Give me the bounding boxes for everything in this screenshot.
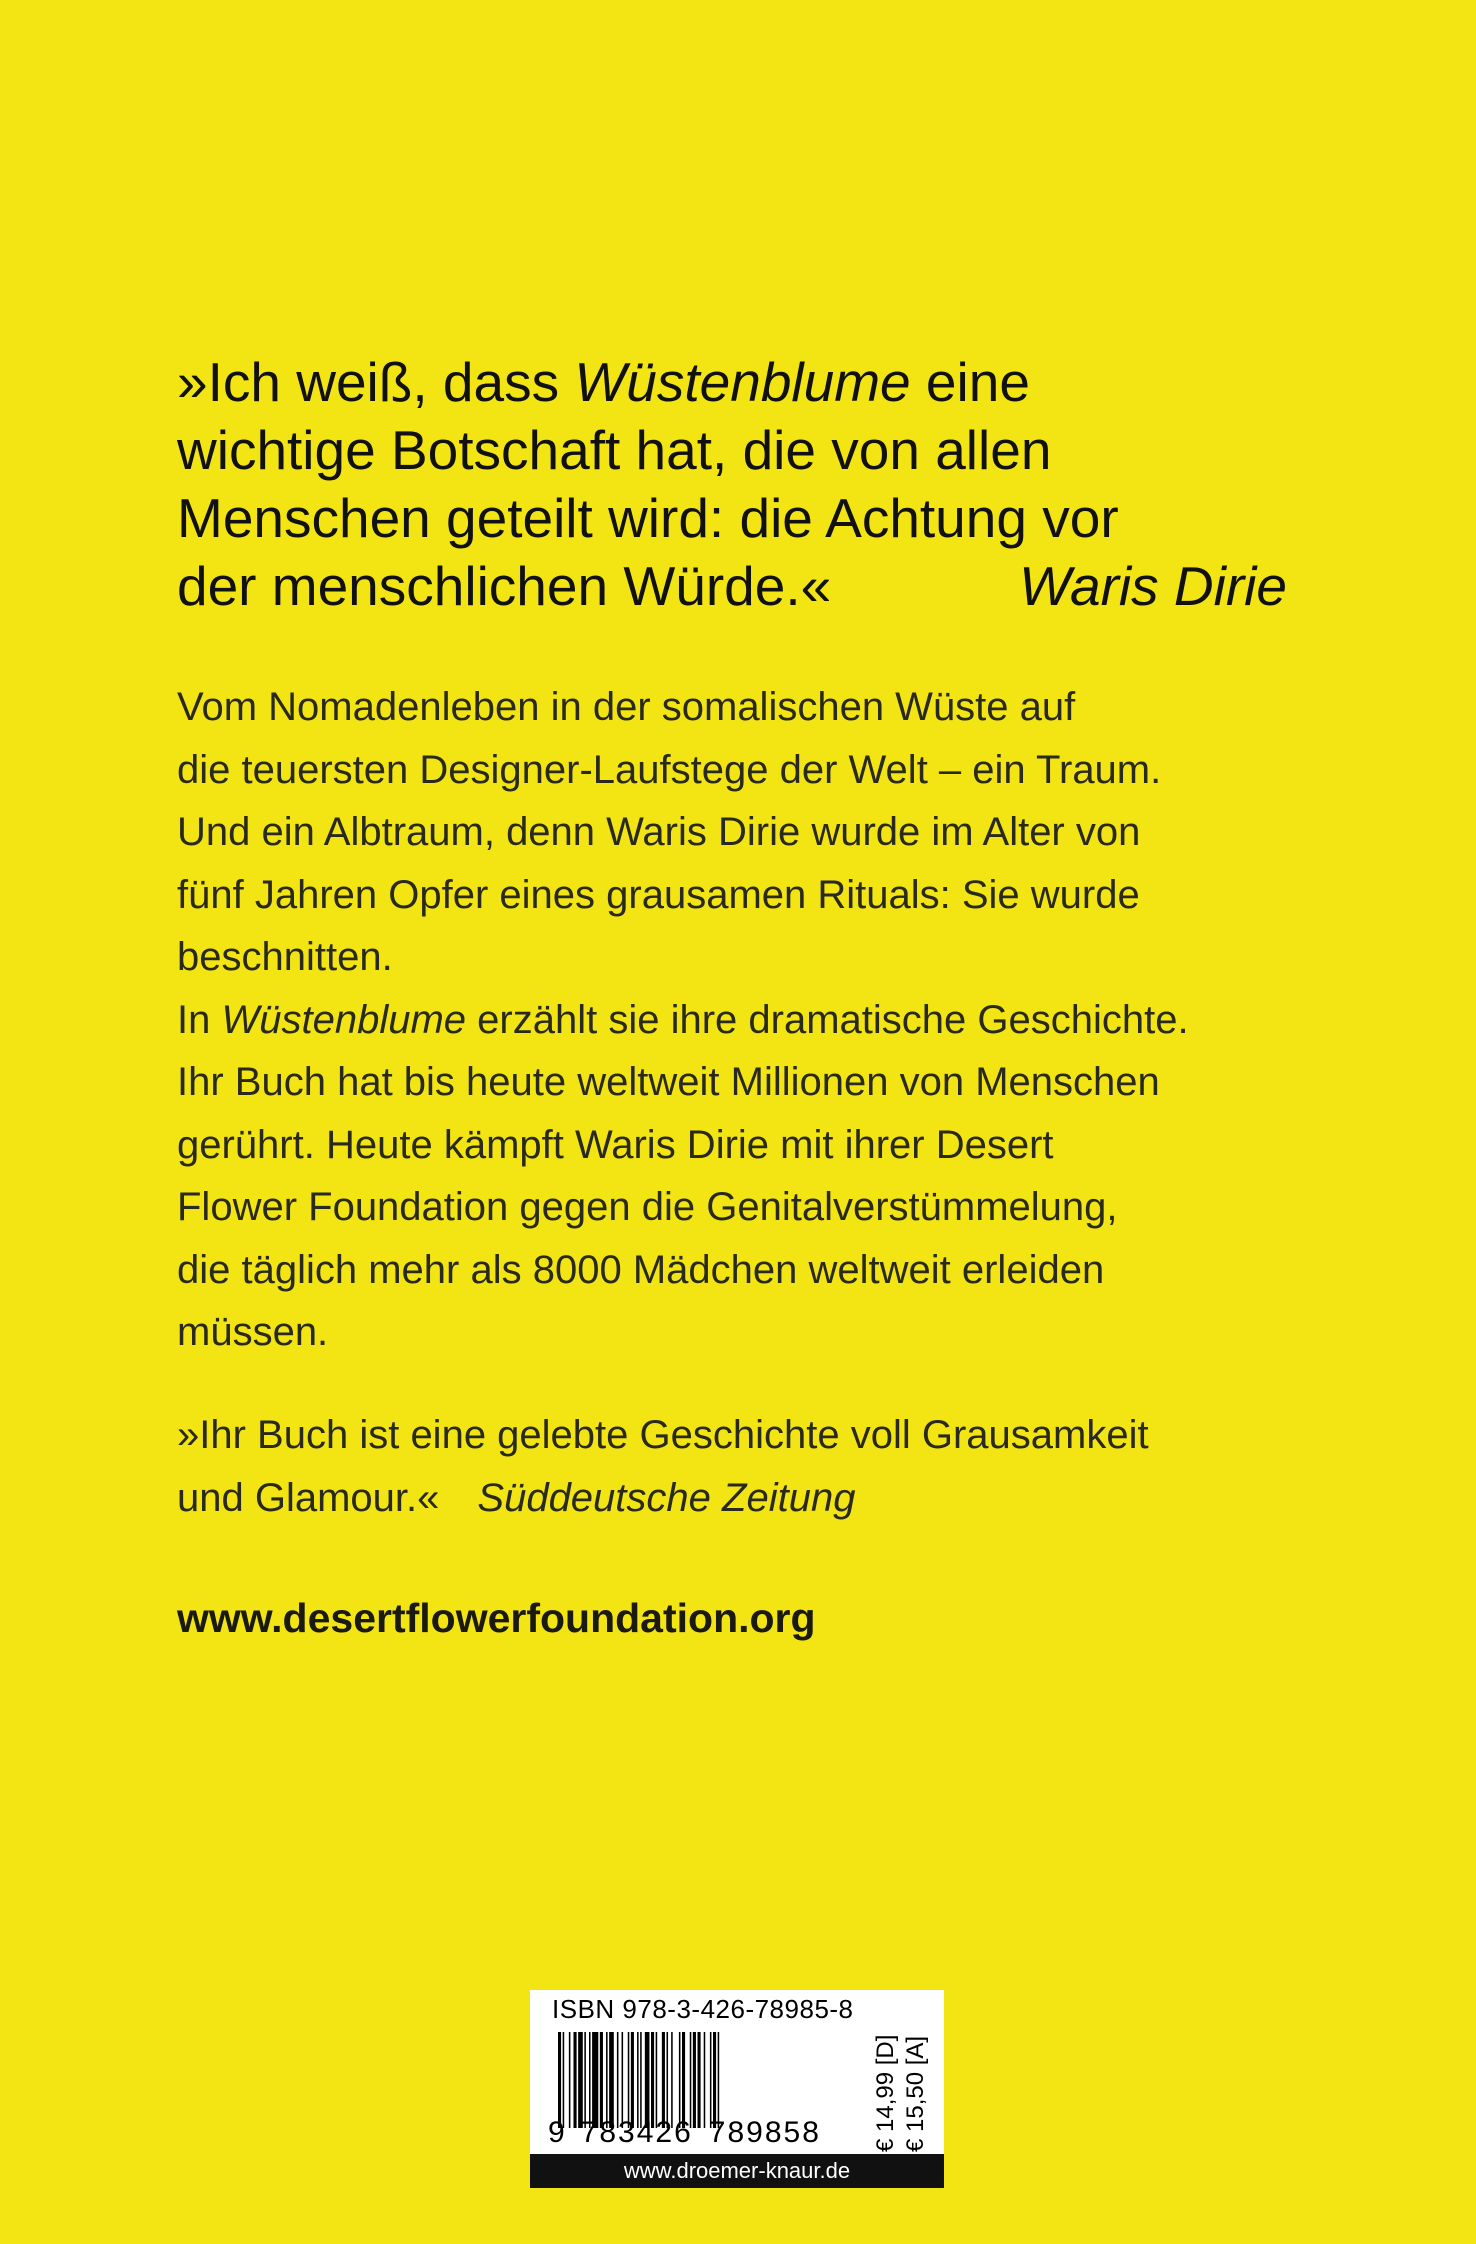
isbn-barcode-panel	[530, 1990, 944, 2188]
quote-line: »Ich weiß, dass Wüstenblume eine	[177, 351, 1030, 413]
blurb-line: Und ein Albtraum, denn Waris Dirie wurde im Alter von	[177, 810, 1141, 854]
press-review	[177, 1404, 1357, 1529]
quote-author: Waris Dirie	[1019, 555, 1287, 617]
barcode-bar	[637, 2032, 639, 2128]
review-line: »Ihr Buch ist eine gelebte Geschichte voll Grausamkeit	[177, 1413, 1149, 1457]
barcode-bar	[578, 2032, 583, 2128]
barcode-bar	[631, 2032, 634, 2128]
cover-quote	[177, 348, 1327, 620]
blurb-line: fünf Jahren Opfer eines grausamen Rituals: Sie wurde	[177, 872, 1140, 917]
quote-line: der menschlichen Würde.«	[177, 555, 832, 617]
review-source: Süddeutsche Zeitung	[477, 1475, 856, 1520]
barcode-bar	[574, 2032, 577, 2128]
barcode-bar	[690, 2032, 692, 2128]
blurb-line: die täglich mehr als 8000 Mädchen weltweit erleiden	[177, 1247, 1105, 1292]
barcode-bar	[640, 2032, 642, 2128]
barcode-bar	[589, 2032, 591, 2128]
price-labels	[868, 2030, 938, 2152]
quote-line: Menschen geteilt wird: die Achtung vor	[177, 487, 1119, 549]
book-title: Wüstenblume	[574, 351, 911, 413]
isbn-number: ISBN 978-3-426-78985-8	[552, 1994, 854, 2024]
barcode-bar	[600, 2032, 603, 2128]
blurb-line: Vom Nomadenleben in der somalischen Wüste auf	[177, 685, 1076, 729]
barcode-bar	[662, 2032, 665, 2128]
review-line: und Glamour.« Süddeutsche Zeitung	[177, 1475, 856, 1520]
barcode-bar	[645, 2032, 650, 2128]
publisher-url: www.droemer-knaur.de	[530, 2154, 944, 2188]
barcode-bar	[592, 2032, 598, 2128]
barcode-bar	[710, 2032, 712, 2128]
barcode-bar	[713, 2032, 716, 2128]
blurb-line: die teuersten Designer-Laufstege der Welt – ein Traum.	[177, 747, 1162, 792]
barcode-bar	[617, 2032, 619, 2128]
barcode-bars	[558, 2032, 854, 2128]
barcode-bar	[584, 2032, 586, 2128]
barcode-bar	[704, 2032, 706, 2128]
blurb-line: beschnitten.	[177, 935, 393, 979]
blurb-line: Ihr Buch hat bis heute weltweit Millionen von Menschen	[177, 1060, 1160, 1104]
barcode-bar	[693, 2032, 696, 2128]
blurb-line: In Wüstenblume erzählt sie ihre dramatische Geschichte.	[177, 997, 1189, 1042]
barcode-bar	[718, 2032, 720, 2128]
barcode-bar	[558, 2032, 561, 2128]
barcode-bar	[656, 2032, 658, 2128]
book-blurb	[177, 676, 1357, 1364]
quote-line: wichtige Botschaft hat, die von allen	[177, 419, 1052, 481]
barcode-bar	[651, 2032, 654, 2128]
barcode-bar	[698, 2032, 701, 2128]
barcode-bar	[667, 2032, 669, 2128]
barcode-digits: 9 783426 789858	[548, 2116, 821, 2149]
barcode-bar	[671, 2032, 673, 2128]
barcode-bar	[628, 2032, 630, 2128]
barcode-bar	[609, 2032, 614, 2128]
blurb-line: Flower Foundation gegen die Genitalverstümmelung,	[177, 1185, 1118, 1229]
book-title: Wüstenblume	[221, 997, 467, 1042]
blurb-line: gerührt. Heute kämpft Waris Dirie mit ihrer Desert	[177, 1122, 1054, 1167]
barcode-bar	[569, 2032, 571, 2128]
barcode-bar	[606, 2032, 608, 2128]
blurb-line: müssen.	[177, 1310, 329, 1354]
barcode-bar	[679, 2032, 681, 2128]
barcode-bar	[682, 2032, 685, 2128]
price-germany: € 14,99 [D]	[872, 2034, 899, 2152]
barcode-bar	[563, 2032, 565, 2128]
foundation-website: www.desertflowerfoundation.org	[177, 1595, 816, 1641]
price-austria: € 15,50 [A]	[902, 2035, 929, 2152]
barcode-bar	[622, 2032, 624, 2128]
